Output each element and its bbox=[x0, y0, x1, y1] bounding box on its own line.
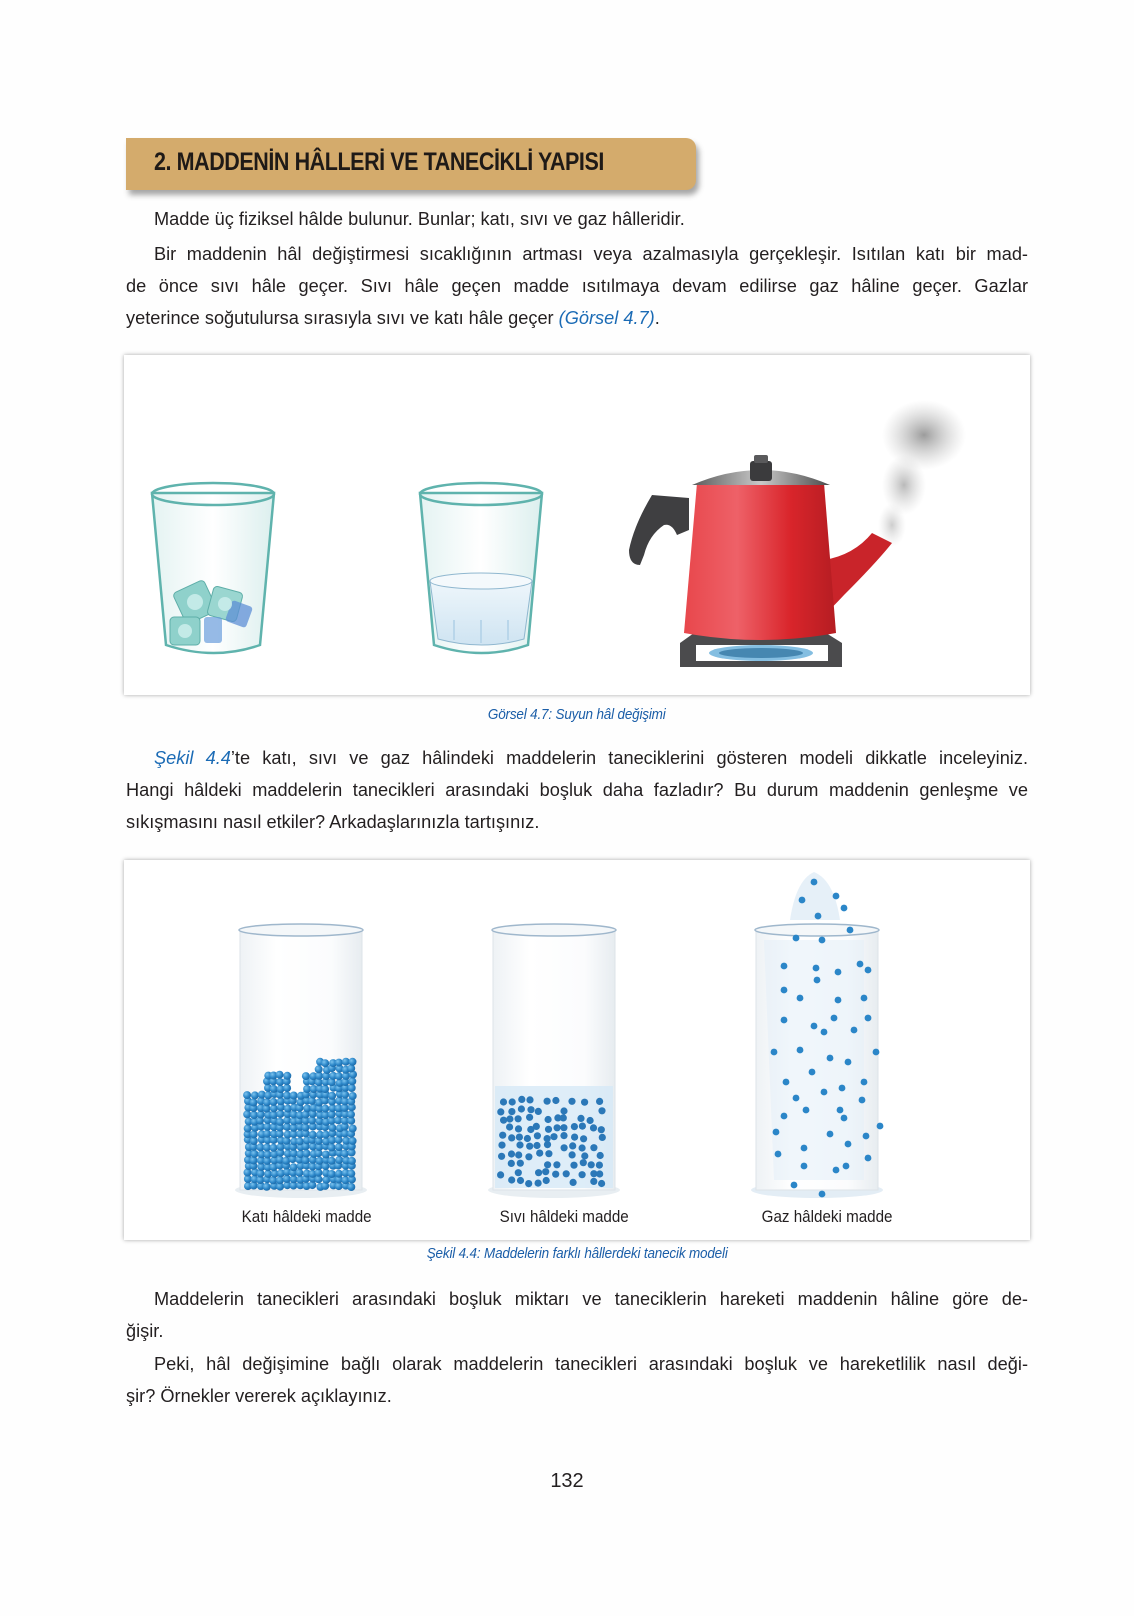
section-title: 2. MADDENİN HÂLLERİ VE TANECİKLİ YAPISI bbox=[154, 148, 604, 176]
p4-line-1: Maddelerin tanecikleri arasındaki boşluk miktarı ve taneciklerin hareketi maddenin hâline göre de- bbox=[154, 1289, 1028, 1309]
tube-liquid bbox=[488, 924, 620, 1198]
figure-1-caption bbox=[124, 706, 1030, 723]
figure-state-change-water bbox=[124, 355, 1030, 695]
glass-with-ice-cubes bbox=[152, 483, 274, 653]
tube-solid bbox=[235, 924, 367, 1198]
paragraph-particle-model-question bbox=[126, 742, 1028, 838]
tube-gas bbox=[751, 872, 883, 1198]
tube-label-liquid: Sıvı hâldeki madde bbox=[499, 1208, 629, 1226]
p2-end: . bbox=[654, 308, 660, 328]
kettle-on-stove bbox=[629, 400, 966, 667]
paragraph-intro bbox=[126, 203, 1028, 235]
figure-2-caption-text: Şekil 4.4: Maddelerin farklı hâllerdeki tanecik modeli bbox=[426, 1245, 728, 1262]
tube-label-solid: Katı hâldeki madde bbox=[241, 1208, 372, 1226]
p5-line-2: şir? Örnekler vererek açıklayınız. bbox=[126, 1386, 392, 1406]
figure-reference-gorsel-4-7[interactable]: (Görsel 4.7) bbox=[558, 308, 655, 328]
page-number: 132 bbox=[550, 1470, 584, 1492]
p3-line-3: sıkışmasını nasıl etkiler? Arkadaşlarınızla tartışınız. bbox=[126, 812, 540, 832]
paragraph-intro-text: Madde üç fiziksel hâlde bulunur. Bunlar; katı, sıvı ve gaz hâlleridir. bbox=[154, 209, 685, 229]
p5-line-1: Peki, hâl değişimine bağlı olarak maddelerin tanecikleri arasındaki boşluk ve hareketlilik nasıl deği- bbox=[154, 1354, 1028, 1374]
p2-line-3: yeterince soğutulursa sırasıyla sıvı ve katı hâle geçer bbox=[126, 308, 559, 328]
p2-line-2: de önce sıvı hâle geçer. Sıvı hâle geçen madde ısıtılmaya devam edilirse gaz hâline geçer. Gazlar bbox=[126, 276, 1028, 296]
paragraph-particle-spacing bbox=[126, 1283, 1028, 1347]
particle-model-illustration bbox=[124, 860, 1030, 1240]
p4-line-2: ğişir. bbox=[126, 1321, 164, 1341]
tube-label-gas: Gaz hâldeki madde bbox=[761, 1208, 893, 1226]
p2-line-1: Bir maddenin hâl değiştirmesi sıcaklığının artması veya azalmasıyla gerçekleşir. Isıtılan katı bir mad- bbox=[154, 244, 1028, 264]
figure-1-caption-text: Görsel 4.7: Suyun hâl değişimi bbox=[488, 706, 666, 723]
p3-line-2: Hangi hâldeki maddelerin tanecikleri arasındaki boşluk daha fazladır? Bu durum maddenin genleşme ve bbox=[126, 780, 1028, 800]
glass-with-water bbox=[420, 483, 542, 653]
state-change-illustration bbox=[124, 355, 1030, 695]
paragraph-question-examples bbox=[126, 1348, 1028, 1412]
figure-particle-model bbox=[124, 860, 1030, 1240]
figure-reference-sekil-4-4[interactable]: Şekil 4.4 bbox=[154, 748, 231, 768]
section-banner bbox=[126, 138, 696, 190]
paragraph-state-change bbox=[126, 238, 1028, 334]
figure-2-caption bbox=[124, 1245, 1030, 1262]
steam-cloud bbox=[878, 400, 966, 547]
p3-line-1: ’te katı, sıvı ve gaz hâlindeki maddelerin taneciklerini gösteren modeli dikkatle inceleyiniz. bbox=[230, 748, 1028, 768]
